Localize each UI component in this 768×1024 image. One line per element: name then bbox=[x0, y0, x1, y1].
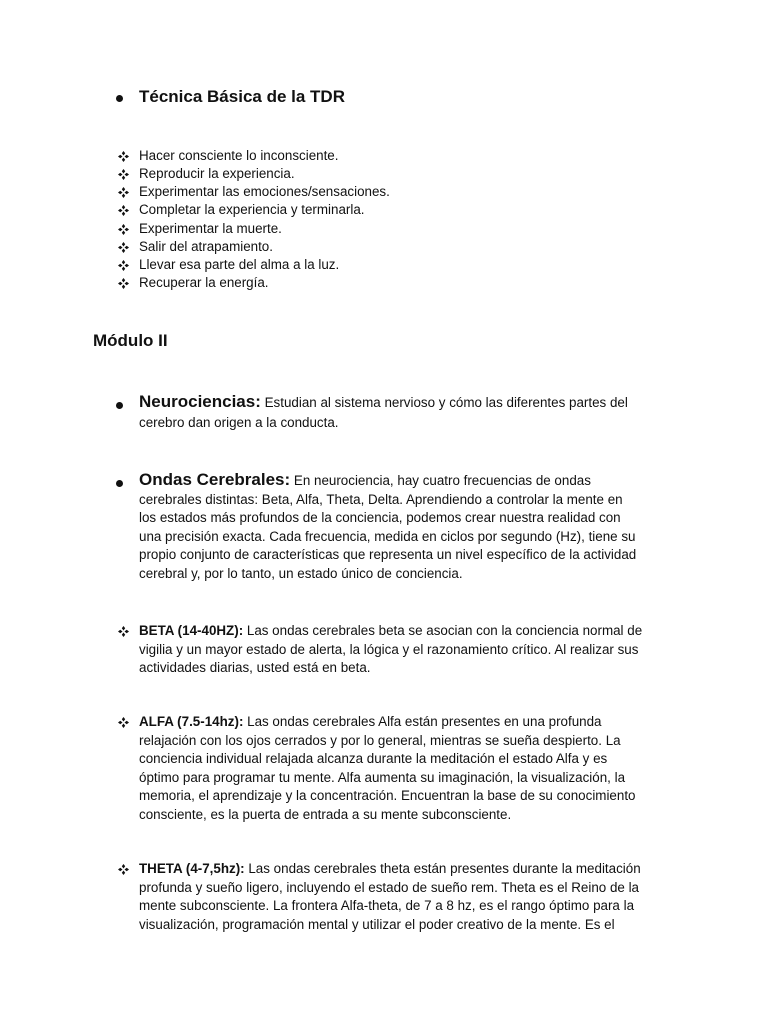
ondas-term: Ondas Cerebrales: bbox=[139, 470, 291, 489]
neuro-line: cerebro dan origen a la conducta. bbox=[139, 414, 339, 430]
alfa-line: conciencia individual relajada alcanza durante la meditación el estado Alfa y es bbox=[139, 751, 608, 767]
list-item: Completar la experiencia y terminarla. bbox=[139, 202, 365, 217]
alfa-line: óptimo para programar tu mente. Alfa aumenta su imaginación, la visualización, la bbox=[139, 769, 626, 785]
beta-line: Las ondas cerebrales beta se asocian con la conciencia normal de bbox=[243, 623, 643, 638]
section-heading: Técnica Básica de la TDR bbox=[139, 87, 345, 106]
ondas-line: cerebrales distintas: Beta, Alfa, Theta, Delta. Aprendiendo a controlar la mente en bbox=[139, 491, 623, 507]
neuro-term: Neurociencias: bbox=[139, 392, 261, 411]
list-item: Experimentar la muerte. bbox=[139, 221, 282, 236]
module-title: Módulo II bbox=[93, 331, 168, 350]
alfa-term: ALFA (7.5-14hz): bbox=[139, 714, 244, 729]
beta-paragraph bbox=[139, 622, 699, 678]
diamond-bullet-icon bbox=[118, 242, 129, 253]
list-item: Salir del atrapamiento. bbox=[139, 239, 273, 254]
list-item: Experimentar las emociones/sensaciones. bbox=[139, 184, 390, 199]
ondas-line: En neurociencia, hay cuatro frecuencias de ondas bbox=[290, 473, 591, 488]
list-item: Reproducir la experiencia. bbox=[139, 166, 295, 181]
theta-line: mente subconsciente. La frontera Alfa-theta, de 7 a 8 hz, es el rango óptimo para la bbox=[139, 898, 635, 914]
alfa-paragraph bbox=[139, 713, 699, 825]
diamond-bullet-icon bbox=[118, 224, 129, 235]
diamond-bullet-icon bbox=[118, 169, 129, 180]
diamond-bullet-icon bbox=[118, 260, 129, 271]
diamond-bullet-icon bbox=[118, 187, 129, 198]
diamond-bullet-icon bbox=[118, 151, 129, 162]
beta-term: BETA (14-40HZ): bbox=[139, 623, 244, 638]
beta-line: vigilia y un mayor estado de alerta, la lógica y el razonamiento crítico. Al realizar sus bbox=[139, 641, 639, 657]
ondas-line: los estados más profundos de la conciencia, podemos crear nuestra realidad con bbox=[139, 510, 621, 526]
theta-line: Las ondas cerebrales theta están presentes durante la meditación bbox=[244, 861, 641, 876]
neuro-line: Estudian al sistema nervioso y cómo las diferentes partes del bbox=[260, 395, 628, 410]
bullet-icon bbox=[116, 480, 123, 487]
diamond-bullet-icon bbox=[118, 278, 129, 289]
diamond-bullet-icon bbox=[118, 205, 129, 216]
theta-term: THETA (4-7,5hz): bbox=[139, 861, 245, 876]
ondas-paragraph bbox=[139, 471, 699, 584]
bullet-icon bbox=[116, 402, 123, 409]
alfa-line: Las ondas cerebrales Alfa están presentes en una profunda bbox=[243, 714, 602, 729]
list-item: Llevar esa parte del alma a la luz. bbox=[139, 257, 340, 272]
diamond-bullet-icon bbox=[118, 717, 129, 728]
list-item: Hacer consciente lo inconsciente. bbox=[139, 148, 339, 163]
ondas-line: propio conjunto de características que representa un nivel específico de la actividad bbox=[139, 547, 637, 563]
neuro-paragraph bbox=[139, 393, 699, 432]
theta-line: visualización, programación mental y utilizar el poder creativo de la mente. Es el bbox=[139, 916, 615, 932]
alfa-line: memoria, el aprendizaje y la concentración. Encuentran la base de su conocimiento bbox=[139, 788, 636, 804]
list-item: Recuperar la energía. bbox=[139, 275, 269, 290]
bullet-icon bbox=[116, 95, 123, 102]
beta-line: actividades diarias, usted está en beta. bbox=[139, 660, 371, 676]
theta-line: profunda y sueño ligero, incluyendo el estado de sueño rem. Theta es el Reino de la bbox=[139, 879, 639, 895]
theta-paragraph bbox=[139, 860, 699, 934]
ondas-line: cerebral y, por lo tanto, un estado único de conciencia. bbox=[139, 565, 463, 581]
diamond-bullet-icon bbox=[118, 626, 129, 637]
alfa-line: relajación con los ojos cerrados y por lo general, mientras se sueña despierto. La bbox=[139, 732, 621, 748]
alfa-line: consciente, es la puerta de entrada a su mente subconsciente. bbox=[139, 806, 512, 822]
diamond-bullet-icon bbox=[118, 864, 129, 875]
ondas-line: una precisión exacta. Cada frecuencia, medida en ciclos por segundo (Hz), tiene su bbox=[139, 528, 636, 544]
